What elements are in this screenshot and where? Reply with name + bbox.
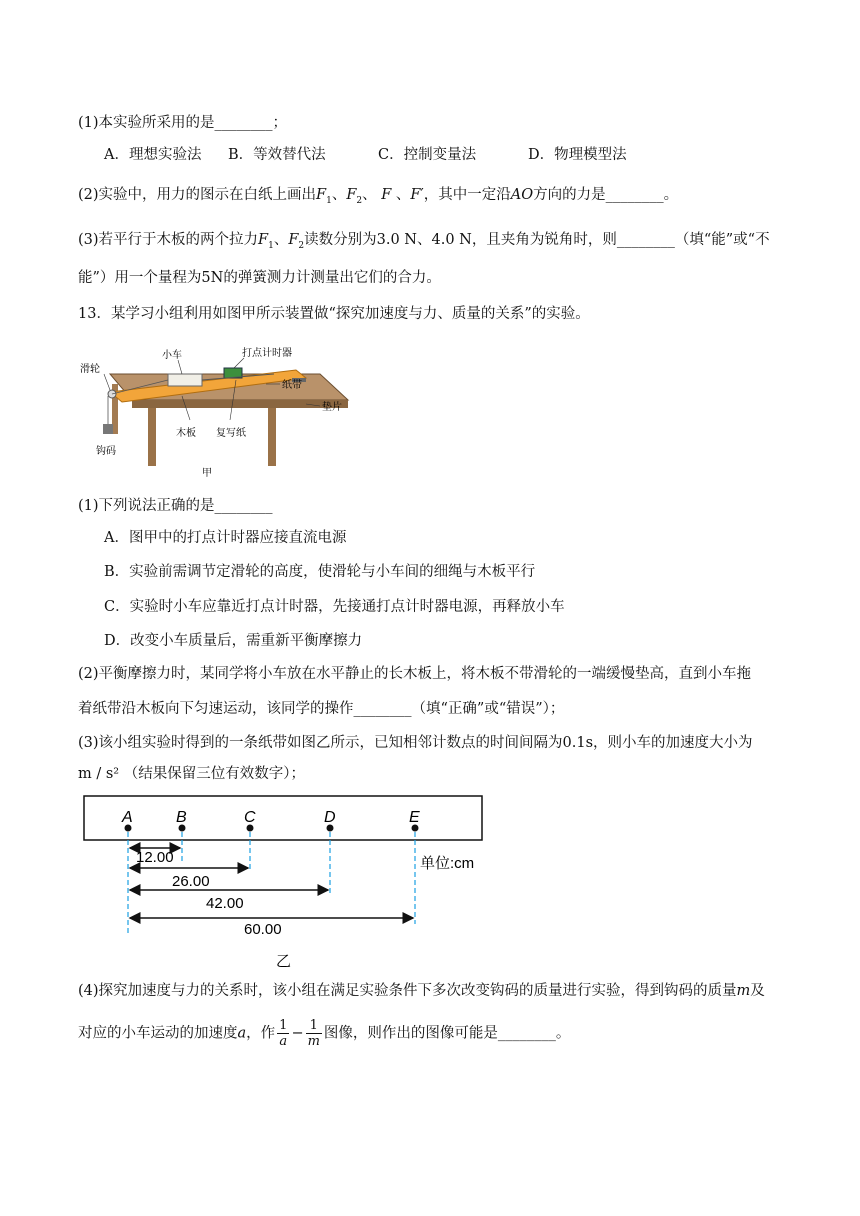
dist-ae: 60.00 — [244, 921, 282, 938]
table-edge — [132, 400, 348, 408]
var-a: a — [237, 1025, 247, 1042]
q12-option-d: D．物理模型法 — [528, 147, 627, 163]
paper-tape — [84, 796, 482, 840]
q12-part3-prefix: (3)若平行于木板的两个拉力 — [78, 232, 259, 248]
unit-label: 单位:cm — [420, 855, 475, 872]
label-c: C — [244, 809, 256, 826]
q13-part4-post: 图像，则作出的图像可能是________。 — [323, 1025, 571, 1042]
label-weight: 钩码 — [96, 446, 116, 457]
dist-ad: 42.00 — [206, 895, 244, 912]
q13-part3-line2: m / s² （结果保留三位有效数字）； — [78, 766, 305, 782]
q12-part3-line1: (3)若平行于木板的两个拉力$F_1$、$F_2$读数分别为3.0 N、4.0 N，且夹角为锐角时，则________（填“能”或“不 — [78, 232, 770, 251]
figure-yi-tape — [80, 792, 500, 972]
q12-part1: (1)本实验所采用的是________； — [78, 115, 288, 131]
label-pad: 垫片 — [322, 402, 342, 413]
ao-label: AO — [510, 187, 534, 203]
q13-part2-line2: 着纸带沿木板向下匀速运动，该同学的操作________（填“正确”或“错误”）； — [78, 701, 565, 717]
label-d: D — [324, 809, 336, 826]
q12-part3-mid: 读数分别为3.0 N、4.0 N，且夹角为锐角时，则________（填“能”或“不 — [304, 232, 770, 248]
q13-option-d: D．改变小车质量后，需重新平衡摩擦力 — [104, 633, 363, 649]
q13-part4-line1 — [78, 981, 765, 1001]
caption-jia: 甲 — [202, 468, 212, 479]
fraction-one-over-a: $\frac{1}{a}$ — [279, 1018, 288, 1049]
q13-part1: (1)下列说法正确的是________ — [78, 498, 273, 514]
q12-part2-prefix: (2)实验中，用力的图示在白纸上画出 — [78, 187, 317, 203]
cart — [168, 374, 202, 386]
q13-option-b: B．实验前需调节定滑轮的高度，使滑轮与小车间的细绳与木板平行 — [104, 564, 536, 580]
q13-part4-text: (4)探究加速度与力的关系时，该小组在满足实验条件下多次改变钩码的质量进行实验，得到钩码的质量 — [78, 983, 737, 999]
q12-part2-suffix: 方向的力是________。 — [533, 187, 679, 203]
q12-option-a: A．理想实验法 — [104, 147, 202, 163]
q13-option-a: A．图甲中的打点计时器应接直流电源 — [104, 530, 347, 546]
figure-jia-apparatus — [70, 344, 360, 484]
q12-part3-line2: 能”）用一个量程为5N的弹簧测力计测量出它们的合力。 — [78, 270, 441, 286]
q12-part2-mid: ，其中一定沿 — [423, 187, 511, 203]
q12-part2: (2)实验中，用力的图示在白纸上画出$F_1$、$F_2$、 F 、F′，其中一定沿AO方向的力是________。 — [78, 187, 679, 206]
q13-part2-line1: (2)平衡摩擦力时，某同学将小车放在水平静止的长木板上，将木板不带滑轮的一端缓慢垫高，直到小车拖 — [78, 666, 752, 682]
label-carbon: 复写纸 — [216, 428, 246, 439]
label-tape: 纸带 — [282, 380, 302, 391]
q13-part3-line1: (3)该小组实验时得到的一条纸带如图乙所示，已知相邻计数点的时间间隔为0.1s，则小车的加速度大小为 — [78, 735, 753, 751]
q12-option-c: C．控制变量法 — [378, 147, 477, 163]
label-a: A — [122, 809, 133, 826]
q13-part4-pre: 对应的小车运动的加速度 — [78, 1025, 238, 1042]
q13-intro: 13．某学习小组利用如图甲所示装置做“探究加速度与力、质量的关系”的实验。 — [78, 306, 590, 322]
table-leg — [148, 408, 156, 466]
q13-part4-line2: 对应的小车运动的加速度a，作 $\frac{1}{a}$ − $\frac{1}{m}$ 图像，则作出的图像可能是________。 — [78, 1018, 571, 1049]
dist-ab: 12.00 — [136, 849, 174, 866]
label-pulley: 滑轮 — [80, 364, 100, 375]
hook-weight — [103, 424, 113, 434]
label-board: 木板 — [176, 428, 196, 439]
q12-option-b: B．等效替代法 — [228, 147, 326, 163]
var-m: m — [736, 983, 751, 999]
caption-yi: 乙 — [276, 953, 292, 970]
q13-part4-zuo: ，作 — [246, 1025, 276, 1042]
label-b: B — [176, 809, 187, 826]
label-e: E — [409, 809, 420, 826]
fraction-one-over-m: $\frac{1}{m}$ — [307, 1018, 320, 1049]
q13-option-c: C．实验时小车应靠近打点计时器，先接通打点计时器电源，再释放小车 — [104, 599, 565, 615]
label-cart: 小车 — [162, 350, 182, 361]
q13-part4-end: 及 — [750, 983, 765, 999]
dist-ac: 26.00 — [172, 873, 210, 890]
table-leg — [268, 408, 276, 466]
label-timer: 打点计时器 — [242, 348, 292, 359]
